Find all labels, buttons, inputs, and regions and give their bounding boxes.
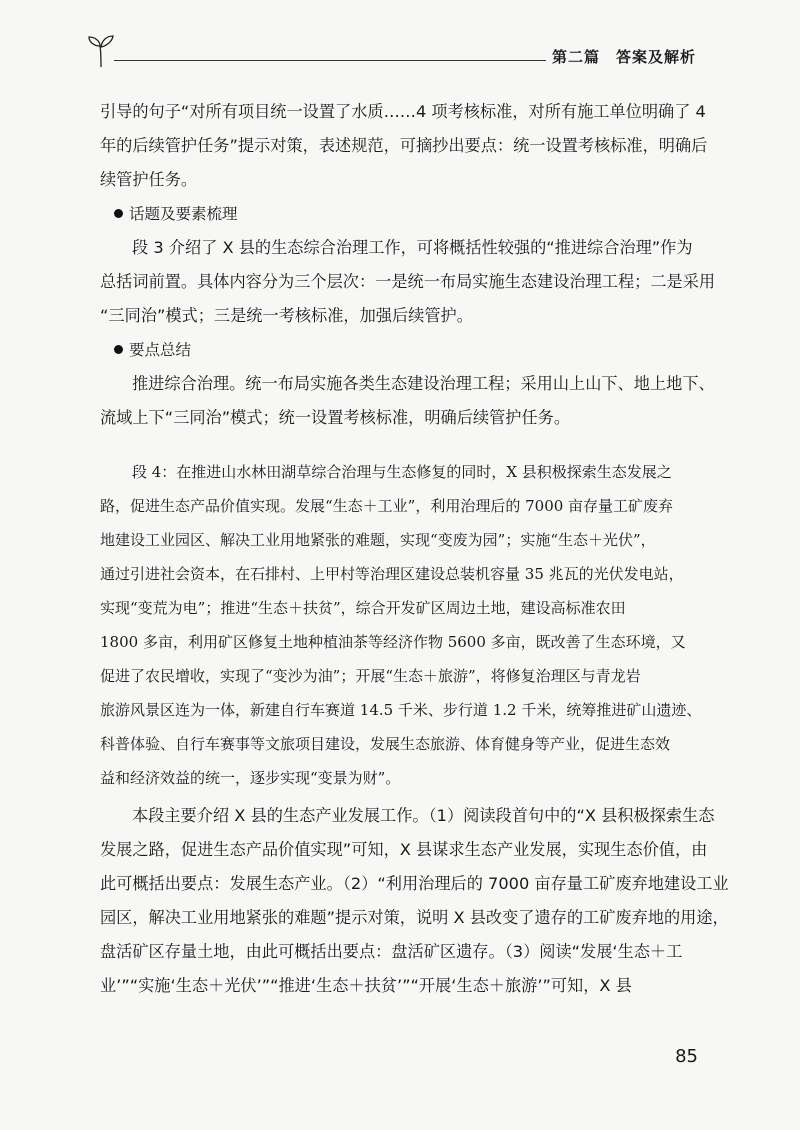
text-line: 园区，解决工业用地紧张的难题”提示对策，说明 X 县改变了遗存的工矿废弃地的用途， xyxy=(100,908,729,927)
text-line: 总括词前置。具体内容分为三个层次：一是统一布局实施生态建设治理工程；二是采用 xyxy=(100,272,716,291)
text-line: 段 4：在推进山水林田湖草综合治理与生态修复的同时，X 县积极探索生态发展之 xyxy=(132,463,672,481)
bullet-heading xyxy=(100,333,695,367)
bullet-icon xyxy=(114,209,123,218)
text-line: 段 3 介绍了 X 县的生态综合治理工作，可将概括性较强的“推进综合治理”作为 xyxy=(132,238,693,257)
text-line: 本段主要介绍 X 县的生态产业发展工作。（1）阅读段首句中的“X 县积极探索生态 xyxy=(132,806,715,825)
sprout-icon xyxy=(86,32,116,68)
text-line: 实现“变荒为电”；推进“生态＋扶贫”，综合开发矿区周边土地，建设高标准农田 xyxy=(100,599,626,617)
text-line: 续管护任务。 xyxy=(100,170,198,189)
running-header xyxy=(86,32,696,72)
bullet-heading xyxy=(100,197,695,231)
paragraph-2 xyxy=(100,231,716,333)
page-body xyxy=(100,95,729,1003)
source-paragraph-4 xyxy=(100,455,702,795)
analysis-paragraph xyxy=(100,799,729,1003)
text-line: 促进了农民增收，实现了“变沙为油”；开展“生态＋旅游”，将修复治理区与青龙岩 xyxy=(100,667,641,685)
text-line: 发展之路，促进生态产品价值实现”可知，X 县谋求生态产业发展，实现生态价值，由 xyxy=(100,840,708,859)
text-line: 业’”“实施‘生态＋光伏’”“推进‘生态＋扶贫’”“开展‘生态＋旅游’”可知，X 县 xyxy=(100,976,632,995)
text-line: 盘活矿区存量土地，由此可概括出要点：盘活矿区遗存。（3）阅读“发展‘生态＋工 xyxy=(100,942,683,961)
text-line: 科普体验、自行车赛事等文旅项目建设，发展生态旅游、体育健身等产业，促进生态效 xyxy=(100,735,671,753)
section-title: 第二篇 答案及解析 xyxy=(551,48,696,66)
text-line: 年的后续管护任务”提示对策，表述规范，可摘抄出要点：统一设置考核标准，明确后 xyxy=(100,136,708,155)
text-line: 旅游风景区连为一体，新建自行车赛道 14.5 千米、步行道 1.2 千米，统筹推进矿山遗迹、 xyxy=(100,701,702,719)
text-line: 地建设工业园区、解决工业用地紧张的难题，实现“变废为园”；实施“生态＋光伏”， xyxy=(100,531,656,549)
text-line: 通过引进社会资本，在石排村、上甲村等治理区建设总装机容量 35 兆瓦的光伏发电站， xyxy=(100,565,684,583)
bullet-label: 话题及要素梳理 xyxy=(129,205,238,223)
page-number: 85 xyxy=(675,1046,698,1067)
text-line: 流域上下“三同治”模式；统一设置考核标准，明确后续管护任务。 xyxy=(100,408,571,427)
text-line: 1800 多亩，利用矿区修复土地种植油茶等经济作物 5600 多亩，既改善了生态环境，又 xyxy=(100,633,686,651)
paragraph-3 xyxy=(100,367,715,435)
bullet-label: 要点总结 xyxy=(129,341,192,359)
text-line: 路，促进生态产品价值实现。发展“生态＋工业”，利用治理后的 7000 亩存量工矿废弃 xyxy=(100,497,674,515)
text-line: “三同治”模式；三是统一考核标准，加强后续管护。 xyxy=(100,306,473,325)
text-line: 此可概括出要点：发展生态产业。（2）“利用治理后的 7000 亩存量工矿废弃地建设工业 xyxy=(100,874,729,893)
paragraph-1 xyxy=(100,95,708,197)
text-line: 推进综合治理。统一布局实施各类生态建设治理工程；采用山上山下、地上地下、 xyxy=(132,374,715,393)
bullet-icon xyxy=(114,345,123,354)
header-rule xyxy=(114,60,546,61)
text-line: 益和经济效益的统一，逐步实现“变景为财”。 xyxy=(100,769,401,787)
text-line: 引导的句子“对所有项目统一设置了水质……4 项考核标准，对所有施工单位明确了 4 xyxy=(100,102,706,121)
